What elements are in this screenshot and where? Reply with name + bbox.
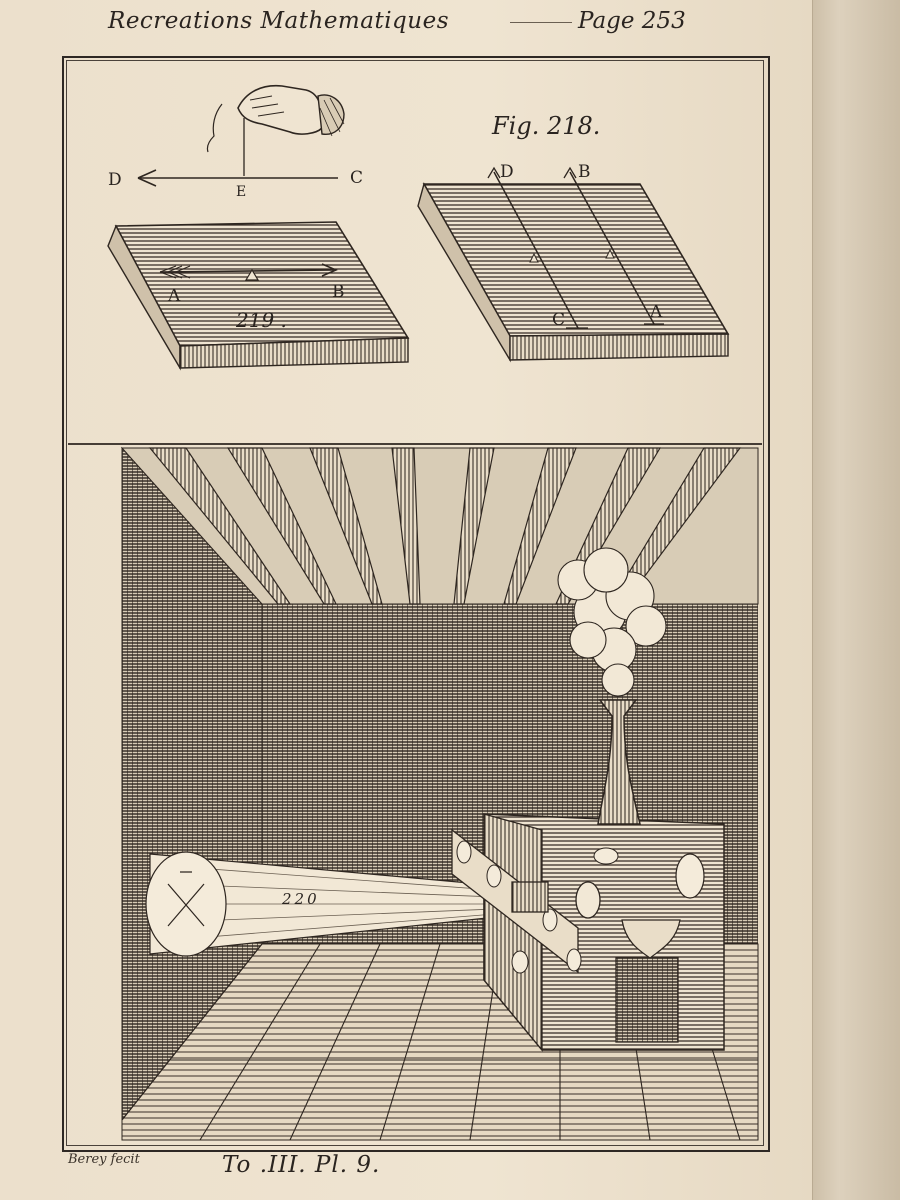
fig219-label-a: A	[168, 286, 181, 306]
fig219-hand-illustration	[207, 86, 344, 176]
fig219-label-b: B	[332, 282, 345, 302]
fig219-label-d: D	[108, 170, 122, 190]
page-number: Page 253	[578, 8, 686, 34]
engraver-signature: Berey fecit	[68, 1152, 140, 1167]
running-title: Recreations Mathematiques	[108, 8, 450, 34]
fig218-label-b: B	[578, 162, 591, 182]
fig220-room	[122, 448, 758, 1140]
fig219-board	[108, 222, 408, 368]
fig219-label-c: C	[350, 168, 364, 188]
fig218-label-c: C	[552, 310, 566, 330]
fig219-label-e: E	[236, 184, 247, 200]
plate-reference: To .III. Pl. 9.	[222, 1152, 381, 1178]
fig220-number: 220	[282, 890, 320, 908]
fig218-board	[418, 168, 728, 360]
fig218-label-a: A	[650, 302, 663, 322]
fig218-caption: Fig. 218.	[492, 112, 601, 140]
fig218-label-d: D	[500, 162, 514, 182]
fig219-number: 219 .	[236, 308, 287, 332]
